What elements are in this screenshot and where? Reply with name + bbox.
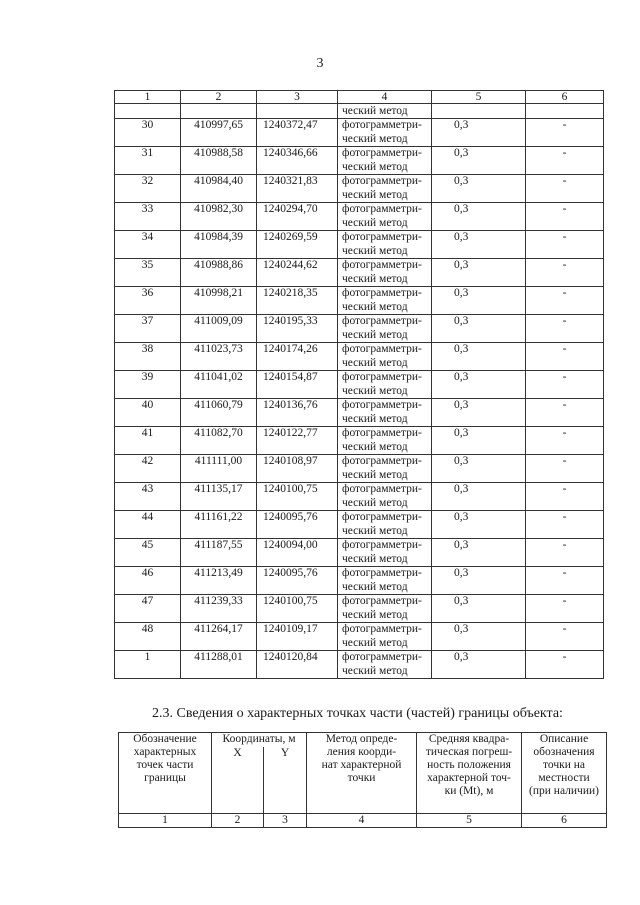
point-number: 44 — [115, 511, 181, 539]
description-cell: - — [526, 511, 604, 539]
y-coordinate: 1240218,35 — [257, 287, 338, 315]
table-row — [115, 511, 604, 539]
y-header: Y — [264, 747, 307, 814]
column-number: 1 — [119, 814, 212, 828]
empty-cell — [257, 104, 338, 119]
method-cell: фотограмметри- ческий метод — [338, 567, 432, 595]
point-number: 36 — [115, 287, 181, 315]
point-number: 48 — [115, 623, 181, 651]
point-number: 34 — [115, 231, 181, 259]
accuracy-cell: 0,3 — [432, 259, 526, 287]
description-header: Описание обозначения точки на местности (при наличии) — [522, 733, 607, 814]
point-number: 39 — [115, 371, 181, 399]
point-number: 38 — [115, 343, 181, 371]
section-title: 2.3. Сведения о характерных точках части (частей) границы объекта: — [152, 706, 563, 721]
accuracy-cell: 0,3 — [432, 147, 526, 175]
table-row — [115, 231, 604, 259]
description-cell: - — [526, 567, 604, 595]
accuracy-cell: 0,3 — [432, 455, 526, 483]
y-coordinate: 1240154,87 — [257, 371, 338, 399]
table-row — [115, 427, 604, 455]
point-number: 43 — [115, 483, 181, 511]
method-continuation: ческий метод — [338, 104, 432, 119]
accuracy-cell: 0,3 — [432, 399, 526, 427]
method-header: Метод опреде- ления коорди- нат характерной точки — [307, 733, 417, 814]
y-coordinate: 1240372,47 — [257, 119, 338, 147]
header-cell: 2 — [181, 91, 257, 104]
accuracy-cell: 0,3 — [432, 567, 526, 595]
method-cell: фотограмметри- ческий метод — [338, 651, 432, 679]
point-number: 33 — [115, 203, 181, 231]
method-cell: фотограмметри- ческий метод — [338, 315, 432, 343]
accuracy-cell: 0,3 — [432, 483, 526, 511]
y-coordinate: 1240095,76 — [257, 511, 338, 539]
x-coordinate: 411023,73 — [181, 343, 257, 371]
y-coordinate: 1240120,84 — [257, 651, 338, 679]
table-row — [115, 119, 604, 147]
table-row — [115, 315, 604, 343]
method-cell: фотограмметри- ческий метод — [338, 231, 432, 259]
description-cell: - — [526, 371, 604, 399]
description-cell: - — [526, 287, 604, 315]
y-coordinate: 1240346,66 — [257, 147, 338, 175]
accuracy-cell: 0,3 — [432, 427, 526, 455]
column-number: 2 — [212, 814, 264, 828]
accuracy-cell: 0,3 — [432, 315, 526, 343]
table-row — [115, 399, 604, 427]
y-coordinate: 1240269,59 — [257, 231, 338, 259]
x-coordinate: 411135,17 — [181, 483, 257, 511]
continued-row — [115, 104, 604, 119]
description-cell: - — [526, 203, 604, 231]
description-cell: - — [526, 651, 604, 679]
accuracy-cell: 0,3 — [432, 119, 526, 147]
y-coordinate: 1240136,76 — [257, 399, 338, 427]
coordinates-header: Координаты, м — [212, 733, 307, 748]
method-cell: фотограмметри- ческий метод — [338, 623, 432, 651]
description-cell: - — [526, 399, 604, 427]
accuracy-cell: 0,3 — [432, 371, 526, 399]
empty-cell — [526, 104, 604, 119]
x-coordinate: 411082,70 — [181, 427, 257, 455]
table-row — [115, 595, 604, 623]
accuracy-cell: 0,3 — [432, 287, 526, 315]
x-coordinate: 411060,79 — [181, 399, 257, 427]
method-cell: фотограмметри- ческий метод — [338, 427, 432, 455]
method-cell: фотограмметри- ческий метод — [338, 483, 432, 511]
x-coordinate: 411187,55 — [181, 539, 257, 567]
description-cell: - — [526, 315, 604, 343]
point-number: 30 — [115, 119, 181, 147]
point-number: 46 — [115, 567, 181, 595]
y-coordinate: 1240122,77 — [257, 427, 338, 455]
description-cell: - — [526, 175, 604, 203]
accuracy-cell: 0,3 — [432, 595, 526, 623]
method-cell: фотограмметри- ческий метод — [338, 539, 432, 567]
point-number: 47 — [115, 595, 181, 623]
x-coordinate: 411111,00 — [181, 455, 257, 483]
table-row — [115, 455, 604, 483]
table-row — [115, 651, 604, 679]
point-number: 35 — [115, 259, 181, 287]
x-coordinate: 410984,39 — [181, 231, 257, 259]
description-cell: - — [526, 427, 604, 455]
table-row — [115, 175, 604, 203]
x-coordinate: 410997,65 — [181, 119, 257, 147]
method-cell: фотограмметри- ческий метод — [338, 511, 432, 539]
method-cell: фотограмметри- ческий метод — [338, 259, 432, 287]
method-cell: фотограмметри- ческий метод — [338, 371, 432, 399]
description-cell: - — [526, 119, 604, 147]
table-row — [115, 259, 604, 287]
empty-cell — [115, 104, 181, 119]
x-coordinate: 410988,58 — [181, 147, 257, 175]
column-number: 5 — [417, 814, 522, 828]
x-coordinate: 410988,86 — [181, 259, 257, 287]
x-coordinate: 411213,49 — [181, 567, 257, 595]
column-number: 6 — [522, 814, 607, 828]
header-cell: 3 — [257, 91, 338, 104]
accuracy-cell: 0,3 — [432, 203, 526, 231]
accuracy-cell: 0,3 — [432, 231, 526, 259]
table-row — [115, 287, 604, 315]
accuracy-cell: 0,3 — [432, 175, 526, 203]
point-number: 1 — [115, 651, 181, 679]
description-cell: - — [526, 231, 604, 259]
table-row — [115, 567, 604, 595]
x-coordinate: 411009,09 — [181, 315, 257, 343]
x-coordinate: 410982,30 — [181, 203, 257, 231]
x-coordinate: 411288,01 — [181, 651, 257, 679]
accuracy-cell: 0,3 — [432, 539, 526, 567]
y-coordinate: 1240094,00 — [257, 539, 338, 567]
table-header-row — [115, 91, 604, 104]
point-number: 41 — [115, 427, 181, 455]
empty-cell — [432, 104, 526, 119]
description-cell: - — [526, 343, 604, 371]
description-cell: - — [526, 483, 604, 511]
column-number: 4 — [307, 814, 417, 828]
table-row — [115, 483, 604, 511]
table-row — [115, 623, 604, 651]
y-coordinate: 1240174,26 — [257, 343, 338, 371]
column-number-row — [119, 814, 607, 828]
header-cell: 5 — [432, 91, 526, 104]
accuracy-cell: 0,3 — [432, 651, 526, 679]
method-cell: фотограмметри- ческий метод — [338, 343, 432, 371]
table-row — [115, 203, 604, 231]
page-number: 3 — [316, 56, 324, 71]
table-row — [115, 539, 604, 567]
table-row — [115, 147, 604, 175]
description-cell: - — [526, 147, 604, 175]
method-cell: фотограмметри- ческий метод — [338, 147, 432, 175]
y-coordinate: 1240100,75 — [257, 595, 338, 623]
table-row — [115, 343, 604, 371]
y-coordinate: 1240095,76 — [257, 567, 338, 595]
method-cell: фотограмметри- ческий метод — [338, 119, 432, 147]
description-cell: - — [526, 259, 604, 287]
method-cell: фотограмметри- ческий метод — [338, 287, 432, 315]
header-row-top — [119, 733, 607, 748]
method-cell: фотограмметри- ческий метод — [338, 455, 432, 483]
x-coordinate: 411041,02 — [181, 371, 257, 399]
x-coordinate: 411239,33 — [181, 595, 257, 623]
accuracy-cell: 0,3 — [432, 511, 526, 539]
y-coordinate: 1240321,83 — [257, 175, 338, 203]
method-cell: фотограмметри- ческий метод — [338, 203, 432, 231]
header-cell: 6 — [526, 91, 604, 104]
x-coordinate: 410984,40 — [181, 175, 257, 203]
y-coordinate: 1240109,17 — [257, 623, 338, 651]
y-coordinate: 1240100,75 — [257, 483, 338, 511]
part-points-table — [118, 732, 607, 828]
description-cell: - — [526, 539, 604, 567]
description-cell: - — [526, 623, 604, 651]
table-row — [115, 371, 604, 399]
point-number: 45 — [115, 539, 181, 567]
y-coordinate: 1240108,97 — [257, 455, 338, 483]
designation-header: Обозначение характерных точек части границы — [119, 733, 212, 814]
x-coordinate: 411161,22 — [181, 511, 257, 539]
method-cell: фотограмметри- ческий метод — [338, 595, 432, 623]
accuracy-header: Средняя квадра- тическая погреш- ность положения характерной точ- ки (Mt), м — [417, 733, 522, 814]
point-number: 42 — [115, 455, 181, 483]
point-number: 40 — [115, 399, 181, 427]
x-coordinate: 411264,17 — [181, 623, 257, 651]
method-cell: фотограмметри- ческий метод — [338, 175, 432, 203]
point-number: 31 — [115, 147, 181, 175]
header-cell: 4 — [338, 91, 432, 104]
accuracy-cell: 0,3 — [432, 343, 526, 371]
description-cell: - — [526, 455, 604, 483]
column-number: 3 — [264, 814, 307, 828]
point-number: 37 — [115, 315, 181, 343]
empty-cell — [181, 104, 257, 119]
x-header: X — [212, 747, 264, 814]
point-number: 32 — [115, 175, 181, 203]
y-coordinate: 1240195,33 — [257, 315, 338, 343]
accuracy-cell: 0,3 — [432, 623, 526, 651]
header-cell: 1 — [115, 91, 181, 104]
y-coordinate: 1240244,62 — [257, 259, 338, 287]
boundary-points-table — [114, 90, 604, 679]
x-coordinate: 410998,21 — [181, 287, 257, 315]
description-cell: - — [526, 595, 604, 623]
method-cell: фотограмметри- ческий метод — [338, 399, 432, 427]
y-coordinate: 1240294,70 — [257, 203, 338, 231]
